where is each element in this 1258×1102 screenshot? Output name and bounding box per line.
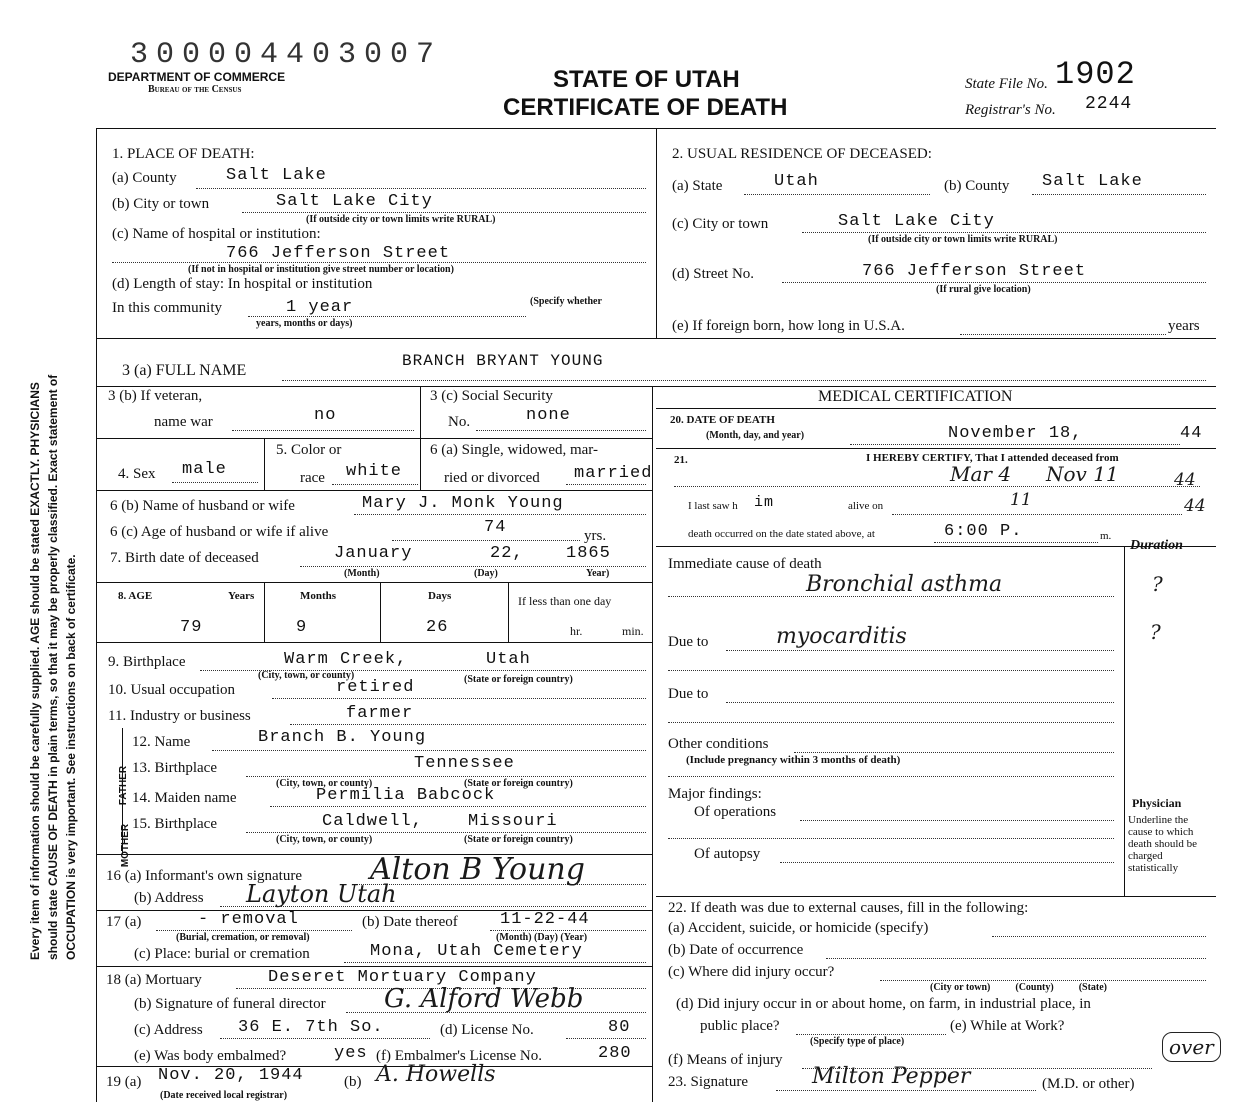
burial-place-label: (c) Place: burial or cremation — [134, 946, 310, 962]
mother-birth-city: Caldwell, — [322, 812, 423, 831]
birthplace-label: 9. Birthplace — [108, 654, 186, 670]
mother-city-note: (City, town, or county) — [276, 834, 373, 845]
filed-note: (Date received local registrar) — [160, 1090, 288, 1101]
full-name-label: 3 (a) FULL NAME — [122, 362, 247, 379]
certify-label: 21. — [674, 454, 688, 466]
state-file-label: State File No. — [965, 76, 1048, 92]
major-findings-label: Major findings: — [668, 786, 762, 802]
license-no: 80 — [608, 1018, 631, 1037]
burial-type: - removal — [198, 910, 299, 929]
md-label: (M.D. or other) — [1042, 1076, 1135, 1092]
operations-label: Of operations — [694, 804, 777, 820]
sidebar-note-1: Every item of information should be carefully supplied. AGE should be stated EXACTLY. PHYSICIANS — [28, 382, 42, 960]
attended-year: 44 — [1174, 470, 1196, 490]
where-label: (c) Where did injury occur? — [668, 964, 835, 980]
res-street-note: (If rural give location) — [936, 284, 1031, 295]
occupation: retired — [336, 678, 415, 697]
industry-label: 11. Industry or business — [108, 708, 251, 724]
last-saw-label: I last saw h — [688, 500, 738, 512]
marital-label-2: ried or divorced — [444, 470, 540, 486]
war: no — [314, 406, 337, 425]
death-year: 44 — [1180, 424, 1203, 443]
serial-number: 300004403007 — [130, 38, 443, 72]
attended-from: Mar 4 — [950, 462, 1012, 486]
birth-year: 1865 — [566, 544, 611, 563]
birthplace-city: Warm Creek, — [284, 650, 408, 669]
birth-label: 7. Birth date of deceased — [110, 550, 259, 566]
spouse-label: 6 (b) Name of husband or wife — [110, 498, 295, 514]
residence-heading: 2. USUAL RESIDENCE OF DECEASED: — [672, 146, 932, 162]
signature-label: 23. Signature — [668, 1074, 748, 1090]
informant-address: Layton Utah — [246, 880, 397, 908]
marital-status: married — [574, 464, 653, 483]
occupation-label: 10. Usual occupation — [108, 682, 236, 698]
alive-on: 11 — [1010, 490, 1032, 510]
res-city: Salt Lake City — [838, 212, 995, 231]
certify-text: I HEREBY CERTIFY, That I attended deceased from — [866, 452, 1119, 464]
death-hospital: 766 Jefferson Street — [226, 244, 451, 263]
res-street-label: (d) Street No. — [672, 266, 755, 282]
stay-label: (d) Length of stay: In hospital or institution — [112, 276, 373, 292]
mortuary: Deseret Mortuary Company — [268, 968, 537, 987]
last-saw-him: im — [754, 494, 775, 511]
duration-label: Duration — [1130, 538, 1183, 553]
race: white — [346, 462, 403, 481]
county-label: (a) County — [112, 170, 177, 186]
years-label: Years — [228, 590, 255, 602]
year-note: Year) — [586, 568, 610, 579]
father-city-note: (City, town, or county) — [276, 778, 373, 789]
hr-label: hr. — [570, 624, 583, 638]
months-label: Months — [300, 590, 337, 602]
informant-signature: Alton B Young — [370, 852, 585, 887]
medical-heading: MEDICAL CERTIFICATION — [818, 388, 1013, 405]
director-label: (b) Signature of funeral director — [134, 996, 326, 1012]
registrar-label: Registrar's No. — [965, 102, 1056, 118]
immediate-duration: ? — [1152, 572, 1163, 596]
specify-place-note: (Specify type of place) — [810, 1036, 905, 1047]
full-name: BRANCH BRYANT YOUNG — [402, 352, 604, 370]
alive-year: 44 — [1184, 496, 1206, 516]
res-county: Salt Lake — [1042, 172, 1143, 191]
specify-note: (Specify whether — [530, 296, 602, 307]
title-state: STATE OF UTAH — [553, 66, 740, 93]
physician-signature: Milton Pepper — [812, 1064, 971, 1089]
due-to-2-label: Due to — [668, 686, 709, 702]
sex: male — [182, 460, 227, 479]
res-state-label: (a) State — [672, 178, 723, 194]
city-note: (If outside city or town limits write RURAL) — [306, 214, 496, 225]
mother-side-label: MOTHER — [120, 823, 132, 868]
due-to-1: myocarditis — [776, 624, 907, 649]
birthplace-state-note: (State or foreign country) — [464, 674, 573, 685]
due-to-1-duration: ? — [1150, 620, 1161, 644]
spouse-age-unit: yrs. — [584, 528, 607, 544]
units-note: years, months or days) — [256, 318, 353, 329]
alive-on-label: alive on — [848, 500, 884, 512]
father-name: Branch B. Young — [258, 728, 427, 747]
department: DEPARTMENT OF COMMERCE — [108, 70, 286, 84]
race-label: race — [300, 470, 325, 486]
burial-note: (Burial, cremation, or removal) — [176, 932, 310, 943]
title-certificate: CERTIFICATE OF DEATH — [503, 94, 788, 121]
death-date-label: 20. DATE OF DEATH — [670, 414, 775, 426]
physician-note-title: Physician — [1132, 796, 1182, 810]
father-birthplace: Tennessee — [414, 754, 515, 773]
war-label: name war — [154, 414, 213, 430]
external-label: 22. If death was due to external causes, fill in the following: — [668, 900, 1029, 916]
spouse-age-label: 6 (c) Age of husband or wife if alive — [110, 524, 329, 540]
color-label: 5. Color or — [276, 442, 342, 458]
ss-label: 3 (c) Social Security — [430, 388, 553, 404]
embalmer-license: 280 — [598, 1044, 632, 1063]
hospital-note: (If not in hospital or institution give street number or location) — [188, 264, 454, 275]
res-city-label: (c) City or town — [672, 216, 769, 232]
res-city-note: (If outside city or town limits write RURAL) — [868, 234, 1058, 245]
state-file-no: 1902 — [1055, 56, 1136, 93]
death-time: 6:00 P. — [944, 522, 1023, 541]
month-note: (Month) — [344, 568, 380, 579]
physician-note: Underline the cause to which death should be charged statistically — [1128, 814, 1198, 874]
age-label: 8. AGE — [118, 590, 153, 602]
burial-date: 11-22-44 — [500, 910, 590, 929]
autopsy-label: Of autopsy — [694, 846, 761, 862]
death-city: Salt Lake City — [276, 192, 433, 211]
death-date-note: (Month, day, and year) — [706, 430, 805, 441]
while-work-label: (e) While at Work? — [950, 1018, 1065, 1034]
sidebar-note-3: OCCUPATION is very important. See instructions on back of certificate. — [64, 554, 78, 960]
filed-label: 19 (a) — [106, 1074, 142, 1090]
filed-date: Nov. 20, 1944 — [158, 1066, 304, 1085]
place-of-death-heading: 1. PLACE OF DEATH: — [112, 146, 255, 162]
other-conditions-label: Other conditions — [668, 736, 769, 752]
age-years: 79 — [180, 618, 203, 637]
mother-birth-label: 15. Birthplace — [132, 816, 217, 832]
attended-to: Nov 11 — [1046, 462, 1119, 486]
age-days: 26 — [426, 618, 449, 637]
birthplace-state: Utah — [486, 650, 531, 669]
age-months: 9 — [296, 618, 308, 637]
spouse-name: Mary J. Monk Young — [362, 494, 564, 513]
means-label: (f) Means of injury — [668, 1052, 783, 1068]
embalmed-label: (e) Was body embalmed? — [134, 1048, 287, 1064]
father-name-label: 12. Name — [132, 734, 191, 750]
mortuary-address-label: (c) Address — [134, 1022, 203, 1038]
burial-label: 17 (a) — [106, 914, 142, 930]
over-note: over — [1162, 1032, 1221, 1062]
ss-no-label: No. — [448, 414, 471, 430]
registrar-no: 2244 — [1085, 94, 1133, 114]
sidebar-note-2: should state CAUSE OF DEATH in plain terms, so that it may be properly classified. Exact statement of — [46, 374, 60, 960]
license-label: (d) License No. — [440, 1022, 534, 1038]
bureau: Bureau of the Census — [148, 84, 242, 95]
informant-label: 16 (a) Informant's own signature — [106, 868, 302, 884]
m-label: m. — [1100, 530, 1112, 542]
mother-name: Permilia Babcock — [316, 786, 496, 805]
occurred-label: death occurred on the date stated above, at — [688, 528, 875, 540]
public-label: public place? — [700, 1018, 780, 1034]
community-label: In this community — [112, 300, 222, 316]
min-label: min. — [622, 624, 644, 638]
other-conditions-note: (Include pregnancy within 3 months of death) — [686, 754, 901, 766]
marital-label: 6 (a) Single, widowed, mar- — [430, 442, 598, 458]
immediate-label: Immediate cause of death — [668, 556, 822, 572]
res-county-label: (b) County — [944, 178, 1010, 194]
sex-label: 4. Sex — [118, 466, 156, 482]
address-label: (b) Address — [134, 890, 204, 906]
burial-place: Mona, Utah Cemetery — [370, 942, 583, 961]
res-street: 766 Jefferson Street — [862, 262, 1087, 281]
veteran-label: 3 (b) If veteran, — [108, 388, 203, 404]
mortuary-address: 36 E. 7th So. — [238, 1018, 384, 1037]
spouse-age: 74 — [484, 518, 507, 537]
embalmer-license-label: (f) Embalmer's License No. — [376, 1048, 542, 1064]
death-date: November 18, — [948, 424, 1083, 443]
registrar-signature: A. Howells — [376, 1062, 496, 1087]
where-note: (City or town) (County) (State) — [930, 982, 1108, 993]
birth-day: 22, — [490, 544, 524, 563]
filed-b-label: (b) — [344, 1074, 362, 1090]
day-note: (Day) — [474, 568, 498, 579]
father-side-label: FATHER — [118, 765, 130, 806]
accident-label: (a) Accident, suicide, or homicide (specify) — [668, 920, 929, 936]
death-county: Salt Lake — [226, 166, 327, 185]
foreign-suffix: years — [1168, 318, 1200, 334]
mother-name-label: 14. Maiden name — [132, 790, 237, 806]
mother-birth-state: Missouri — [468, 812, 558, 831]
due-to-1-label: Due to — [668, 634, 709, 650]
city-label: (b) City or town — [112, 196, 210, 212]
home-label: (d) Did injury occur in or about home, on farm, in industrial place, in — [676, 996, 1091, 1012]
mother-state-note: (State or foreign country) — [464, 834, 573, 845]
less-label: If less than one day — [518, 594, 612, 608]
birthplace-city-note: (City, town, or county) — [258, 670, 355, 681]
father-state-note: (State or foreign country) — [464, 778, 573, 789]
immediate-cause: Bronchial asthma — [806, 572, 1003, 597]
res-state: Utah — [774, 172, 819, 191]
days-label: Days — [428, 590, 452, 602]
industry: farmer — [346, 704, 414, 723]
burial-date-label: (b) Date thereof — [362, 914, 458, 930]
burial-date-note: (Month) (Day) (Year) — [496, 932, 588, 943]
birth-month: January — [334, 544, 413, 563]
foreign-label: (e) If foreign born, how long in U.S.A. — [672, 318, 905, 334]
ss-no: none — [526, 406, 571, 425]
mortuary-label: 18 (a) Mortuary — [106, 972, 202, 988]
embalmed: yes — [334, 1044, 368, 1063]
director-signature: G. Alford Webb — [384, 984, 584, 1014]
occurrence-label: (b) Date of occurrence — [668, 942, 804, 958]
community-stay: 1 year — [286, 298, 354, 317]
father-birth-label: 13. Birthplace — [132, 760, 217, 776]
hospital-label: (c) Name of hospital or institution: — [112, 226, 321, 242]
